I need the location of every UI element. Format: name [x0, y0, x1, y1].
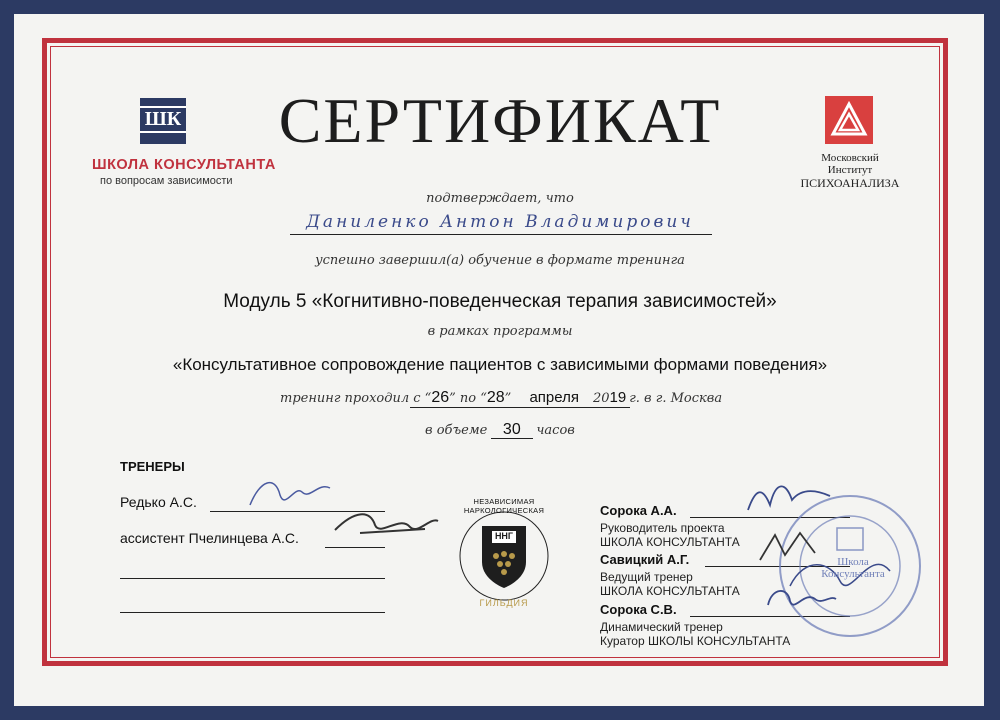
program-title: «Консультативное сопровождение пациентов с зависимыми формами поведения»	[172, 355, 828, 374]
dates-po: по	[459, 391, 477, 406]
signatory-2-role2: ШКОЛА КОНСУЛЬТАНТА	[600, 584, 740, 598]
signature-redko	[240, 470, 340, 520]
recipient-name: Даниленко Антон Владимирович	[306, 212, 694, 232]
signatory-3-role2: Куратор ШКОЛЫ КОНСУЛЬТАНТА	[600, 634, 791, 648]
signature-soroka-sv	[760, 575, 840, 620]
school-name: ШКОЛА КОНСУЛЬТАНТА	[92, 157, 276, 173]
guild-abbr: ННГ	[494, 531, 514, 541]
day-from: 26	[431, 389, 450, 406]
year-suffix: 19	[609, 389, 627, 406]
dates-prefix: тренинг проходил с	[280, 391, 421, 406]
trainers-heading: ТРЕНЕРЫ	[120, 459, 185, 474]
day-to: 28	[486, 389, 505, 406]
signatory-1-role1: Руководитель проекта	[600, 521, 725, 535]
dates-suffix: г. в г. Москва	[629, 391, 723, 406]
signature-soroka-aa	[740, 470, 840, 530]
signature-pchelintseva	[330, 505, 440, 545]
quote-close-2: ”	[504, 391, 516, 406]
institute-line2: Институт	[827, 164, 873, 176]
institute-line1: Московский	[821, 152, 879, 164]
quote-close-1: ”	[449, 391, 460, 406]
signatory-1-name: Сорока А.А.	[600, 503, 677, 518]
blank-line-2	[120, 612, 385, 613]
quote-open-2: “	[476, 391, 487, 406]
signatory-3-name: Сорока С.В.	[600, 602, 677, 617]
volume-hours: 30	[491, 421, 533, 439]
signature-savitsky	[755, 525, 825, 570]
confirms-text: подтверждает, что	[426, 191, 574, 206]
within-text: в рамках программы	[427, 324, 573, 339]
quote-open-1: “	[420, 391, 432, 406]
month: апреля	[529, 389, 579, 406]
certificate-title: СЕРТИФИКАТ	[278, 85, 722, 156]
blank-line-1	[120, 578, 385, 579]
institute-line3: ПСИХОАНАЛИЗА	[800, 176, 900, 190]
recipient-underline	[290, 234, 712, 235]
guild-name-bottom: ГИЛЬДИЯ	[479, 598, 529, 608]
volume-line	[425, 421, 605, 439]
dates-underline	[410, 407, 630, 408]
school-logo-mark: ШК	[140, 106, 186, 133]
signatory-3-role1: Динамический тренер	[600, 620, 723, 634]
trainer-1: Редько А.С.	[120, 494, 197, 510]
stamp-text: Школа Консультанта	[821, 556, 885, 580]
signatory-2-name: Савицкий А.Г.	[600, 552, 690, 567]
year-prefix: 20	[592, 391, 610, 406]
trainer-2: ассистент Пчелинцева А.С.	[120, 530, 299, 546]
signatory-2-role1: Ведущий тренер	[600, 570, 693, 584]
trainer-2-line	[325, 547, 385, 548]
volume-prefix: в объеме	[425, 423, 488, 438]
school-subtitle: по вопросам зависимости	[100, 175, 233, 187]
guild-name-top: НЕЗАВИСИМАЯ НАРКОЛОГИЧЕСКАЯ	[463, 497, 545, 515]
signatory-1-role2: ШКОЛА КОНСУЛЬТАНТА	[600, 535, 740, 549]
training-dates	[280, 389, 740, 407]
completed-text: успешно завершил(а) обучение в формате тренинга	[315, 253, 685, 268]
module-title: Модуль 5 «Когнитивно-поведенческая терапия зависимостей»	[223, 291, 777, 312]
volume-suffix: часов	[536, 423, 575, 438]
